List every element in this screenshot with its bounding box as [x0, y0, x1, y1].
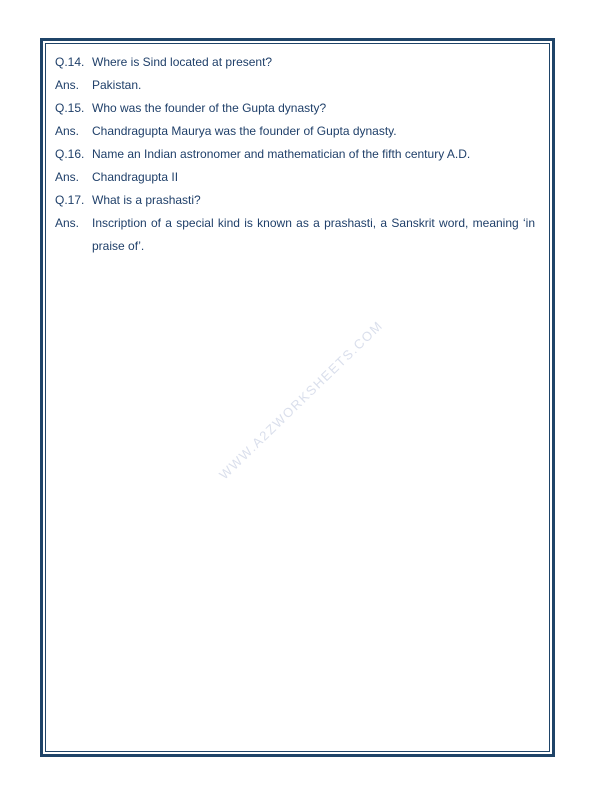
- qa-list: [55, 51, 535, 258]
- qa-row-answer: [55, 212, 535, 258]
- qa-row-question: [55, 143, 535, 166]
- qa-text: Who was the founder of the Gupta dynasty?: [92, 101, 327, 115]
- qa-text: Inscription of a special kind is known as a prashasti, a Sanskrit word, meaning ‘in praise of’.: [92, 216, 535, 253]
- content-area: [45, 43, 550, 752]
- qa-label: Ans.: [55, 170, 80, 184]
- qa-label: Q.17.: [55, 193, 85, 207]
- qa-label: Ans.: [55, 78, 80, 92]
- qa-label: Ans.: [55, 124, 80, 138]
- qa-row-answer: [55, 74, 535, 97]
- qa-text: Where is Sind located at present?: [92, 55, 273, 69]
- qa-text: What is a prashasti?: [92, 193, 201, 207]
- qa-label: Q.14.: [55, 55, 85, 69]
- qa-text: Chandragupta Maurya was the founder of Gupta dynasty.: [92, 124, 397, 138]
- qa-label: Q.16.: [55, 147, 85, 161]
- qa-text: Chandragupta II: [92, 170, 179, 184]
- qa-label: Q.15.: [55, 101, 85, 115]
- qa-text: Pakistan.: [92, 78, 142, 92]
- watermark-text: WWW.A2ZWORKSHEETS.COM: [216, 317, 386, 483]
- qa-row-answer: [55, 166, 535, 189]
- qa-row-question: [55, 51, 535, 74]
- qa-label: Ans.: [55, 216, 80, 230]
- page-border-frame: [40, 38, 555, 757]
- qa-row-question: [55, 97, 535, 120]
- qa-row-question: [55, 189, 535, 212]
- qa-text: Name an Indian astronomer and mathematician of the fifth century A.D.: [92, 147, 471, 161]
- qa-row-answer: [55, 120, 535, 143]
